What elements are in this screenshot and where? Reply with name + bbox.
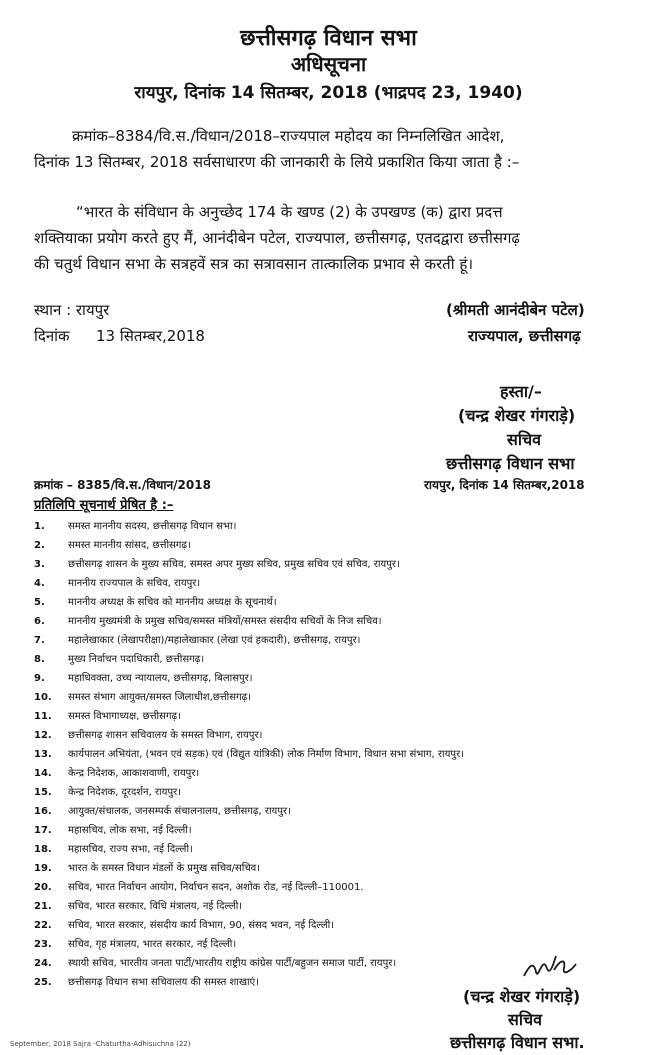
signatory2-name: (चन्द्र शेखर गंगराड़े) [463,987,581,1006]
list-item: 24. स्थायी सचिव, भारतीय जनता पार्टी/भारतीय राष्ट्रीय कांग्रेस पार्टी/बहुजन समाज पार्टी, रायपुर। [34,958,397,969]
list-item: 21. सचिव, भारत सरकार, विधि मंत्रालय, नई दिल्ली। [34,901,243,912]
governor-title: राज्यपाल, छत्तीसगढ़ [468,327,581,345]
list-item: 16. आयुक्त/संचालक, जनसम्पर्क संचालनालय, छत्तीसगढ़, रायपुर। [34,806,291,817]
copy-number: क्रमांक – 8385/वि.स./विधान/2018 [34,478,211,492]
list-item: 1. समस्त माननीय सदस्य, छत्तीसगढ़ विधान सभा। [34,521,237,532]
date-value: 13 सितम्बर,2018 [96,327,205,345]
list-item: 17. महासचिव, लोक सभा, नई दिल्ली। [34,825,192,836]
signatory-name: (चन्द्र शेखर गंगराड़े) [458,406,576,425]
list-item: 22. सचिव, भारत सरकार, संसदीय कार्य विभाग, 90, संसद भवन, नई दिल्ली। [34,920,334,931]
place: स्थान : रायपुर [34,301,110,319]
list-item: 23. सचिव, गृह मंत्रालय, भारत सरकार, नई दिल्ली। [34,939,237,950]
list-item: 6. माननीय मुख्यमंत्री के प्रमुख सचिव/समस्त मंत्रियों/समस्त संसदीय सचिवों के निज सचिव। [34,616,382,627]
list-item: 20. सचिव, भारत निर्वाचन आयोग, निर्वाचन सदन, अशोक रोड, नई दिल्ली–110001. [34,882,364,893]
signed-mark: हस्ता/– [500,382,542,401]
quote-line-2: शक्तियाका प्रयोग करते हुए मैं, आनंदीबेन पटेल, राज्यपाल, छत्तीसगढ़, एतदद्वारा छत्तीसगढ़ [34,229,520,247]
quote-line-3: की चतुर्थ विधान सभा के सत्रहवें सत्र का सत्रावसान तात्कालिक प्रभाव से करती हूं। [34,255,473,273]
copy-heading: प्रतिलिपि सूचनार्थ प्रेषित है :– [34,498,174,513]
list-item: 18. महासचिव, राज्य सभा, नई दिल्ली। [34,844,193,855]
order-line-1: क्रमांक–8384/वि.स./विधान/2018–राज्यपाल महोदय का निम्नलिखित आदेश, [72,127,505,145]
list-item: 2. समस्त माननीय सांसद, छत्तीसगढ़। [34,540,191,551]
list-item: 7. महालेखाकार (लेखापरीक्षा)/महालेखाकार (लेखा एवं हकदारी), छत्तीसगढ़, रायपुर। [34,635,361,646]
list-item: 5. माननीय अध्यक्ष के सचिव को माननीय अध्यक्ष के सूचनार्थ। [34,597,277,608]
list-item: 4. माननीय राज्यपाल के सचिव, रायपुर। [34,578,201,589]
list-item: 15. केन्द्र निदेशक, दूरदर्शन, रायपुर। [34,787,182,798]
list-item: 3. छत्तीसगढ़ शासन के मुख्य सचिव, समस्त अपर मुख्य सचिव, प्रमुख सचिव एवं सचिव, रायपुर। [34,559,400,570]
governor-name: (श्रीमती आनंदीबेन पटेल) [446,301,585,319]
copy-date: रायपुर, दिनांक 14 सितम्बर,2018 [424,478,585,492]
list-item: 9. महाधिवक्ता, उच्च न्यायालय, छत्तीसगढ़, बिलासपुर। [34,673,253,684]
list-item: 8. मुख्य निर्वाचन पदाधिकारी, छत्तीसगढ़। [34,654,205,665]
order-line-2: दिनांक 13 सितम्बर, 2018 सर्वसाधारण की जानकारी के लिये प्रकाशित किया जाता है :– [34,153,520,171]
list-item: 12. छत्तीसगढ़ शासन सचिवालय के समस्त विभाग, रायपुर। [34,730,263,741]
dateline: रायपुर, दिनांक 14 सितम्बर, 2018 (भाद्रपद 23, 1940) [134,83,523,103]
signatory-designation: सचिव [507,430,542,449]
list-item: 25. छत्तीसगढ़ विधान सभा सचिवालय की समस्त शाखाएं। [34,977,259,988]
list-item: 10. समस्त संभाग आयुक्त/समस्त जिलाधीश,छत्तीसगढ़। [34,692,252,703]
signatory-org: छत्तीसगढ़ विधान सभा [446,454,575,473]
signatory2-org: छत्तीसगढ़ विधान सभा. [450,1033,585,1052]
date-label: दिनांक [34,327,70,345]
page-title: छत्तीसगढ़ विधान सभा [240,26,417,51]
list-item: 19. भारत के समस्त विधान मंडलों के प्रमुख सचिव/सचिव। [34,863,261,874]
handwritten-signature [520,950,580,984]
list-item: 14. केन्द्र निदेशक, आकाशवाणी, रायपुर। [34,768,200,779]
footer-note: September, 2018 Sajra -Chaturtha-Adhisuchna (22) [10,1040,191,1048]
list-item: 13. कार्यपालन अभियंता, (भवन एवं सड़क) एवं (विद्युत यांत्रिकी) लोक निर्माण विभाग, विधान सभा संभाग, रायपुर। [34,749,464,760]
list-item: 11. समस्त विभागाध्यक्ष, छत्तीसगढ़। [34,711,181,722]
signatory2-designation: सचिव [508,1010,543,1029]
quote-line-1: “भारत के संविधान के अनुच्छेद 174 के खण्ड (2) के उपखण्ड (क) द्वारा प्रदत्त [76,203,503,221]
notification-heading: अधिसूचना [290,52,367,76]
